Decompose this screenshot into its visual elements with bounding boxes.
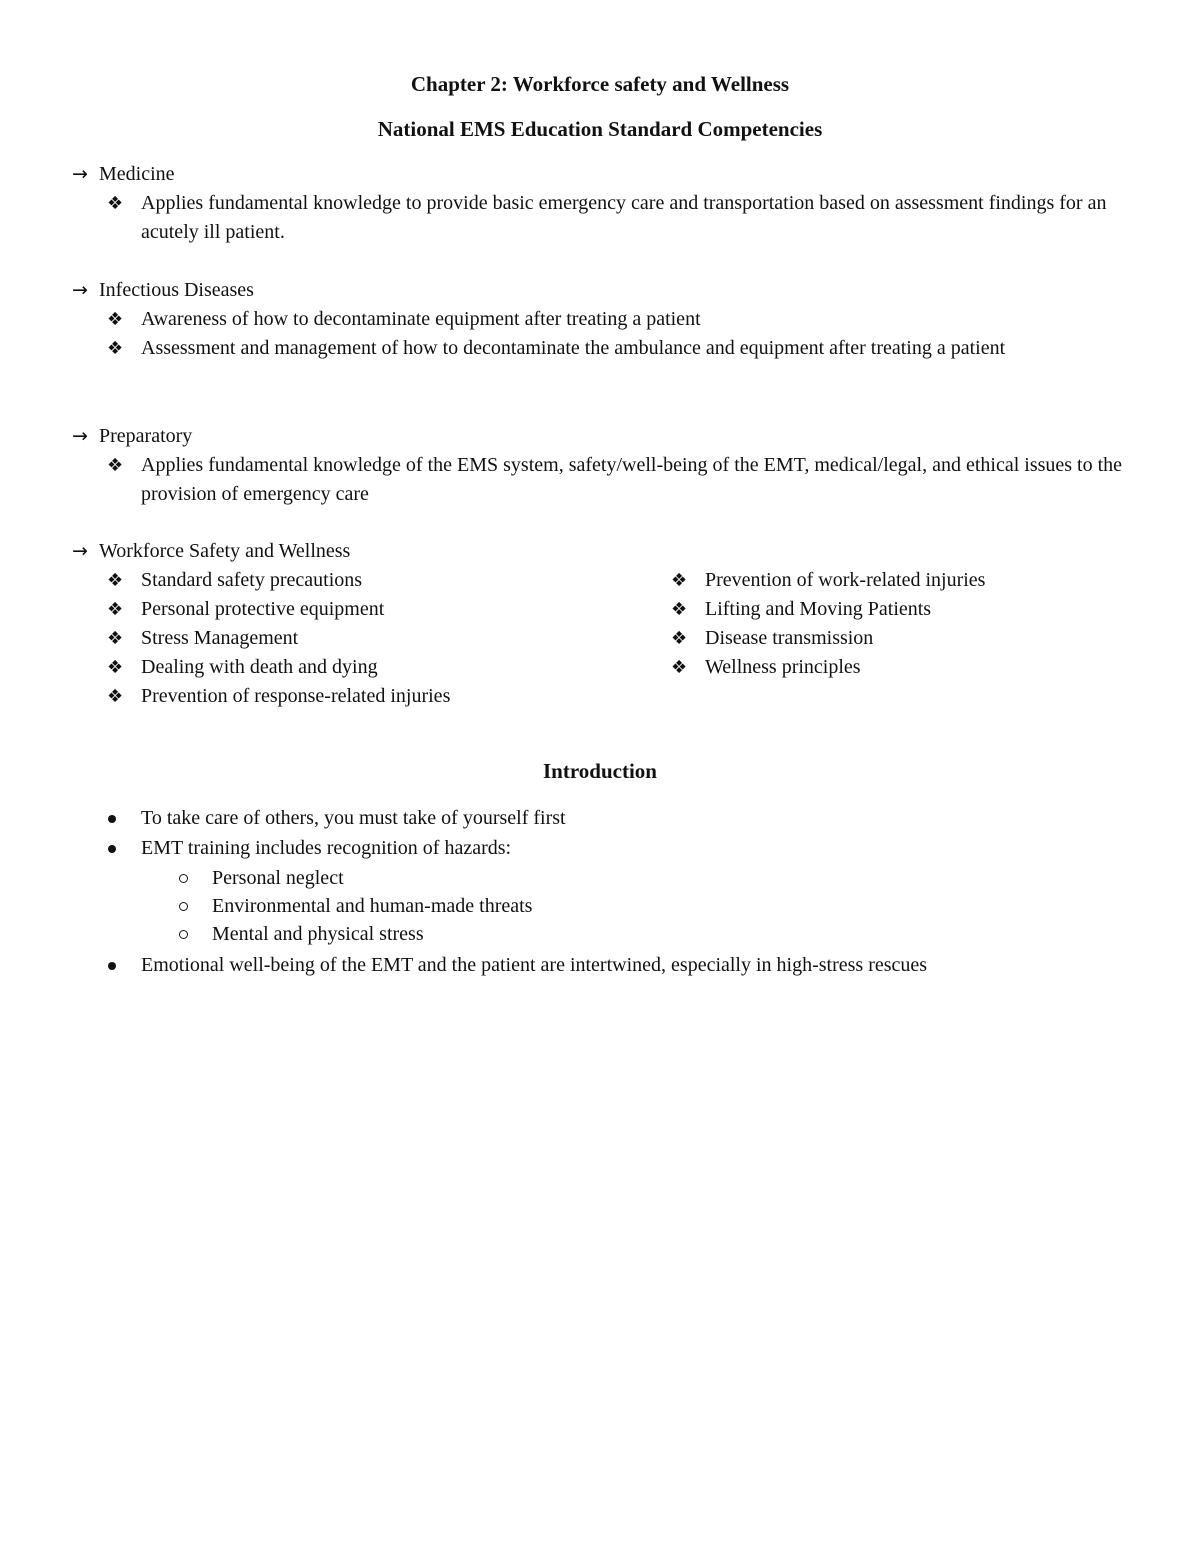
bullet-dot-icon — [108, 962, 116, 970]
four-diamond-bullet-icon: ❖ — [107, 455, 124, 476]
list-item — [72, 624, 636, 653]
section-workforce-safety — [72, 537, 1132, 711]
list-item-text: Disease transmission — [705, 627, 874, 649]
list-item-text: Applies fundamental knowledge to provide basic emergency care and transportation based on assessment findings for an acutely ill patient. — [141, 192, 1107, 243]
list-item-text: Lifting and Moving Patients — [705, 598, 932, 620]
section-heading-label: Workforce Safety and Wellness — [99, 540, 351, 562]
bullet-circle-icon — [179, 902, 188, 911]
sub-list-item-text: Environmental and human-made threats — [212, 895, 533, 917]
list-item — [636, 566, 1116, 595]
four-diamond-bullet-icon: ❖ — [671, 599, 688, 620]
list-item — [636, 624, 1116, 653]
list-item — [636, 653, 1116, 682]
section-heading — [72, 276, 1132, 305]
sub-list-item — [72, 920, 1132, 948]
right-column — [636, 566, 1116, 711]
list-item — [72, 682, 636, 711]
list-item — [72, 653, 636, 682]
list-item — [72, 305, 1132, 334]
chapter-title: Chapter 2: Workforce safety and Wellness — [410, 72, 790, 96]
list-item-text: Awareness of how to decontaminate equipment after treating a patient — [141, 308, 701, 330]
section-heading — [72, 422, 1132, 451]
four-diamond-bullet-icon: ❖ — [671, 628, 688, 649]
sub-list-item-text: Personal neglect — [212, 867, 344, 889]
section-heading-label: Infectious Diseases — [99, 279, 254, 301]
arrow-right-icon: → — [72, 279, 88, 301]
list-item-text: Stress Management — [141, 627, 299, 649]
list-item — [72, 804, 1132, 834]
list-item — [72, 566, 636, 595]
list-item-text: Prevention of work-related injuries — [705, 569, 986, 591]
list-item-text: Prevention of response-related injuries — [141, 685, 451, 707]
list-item-text: Dealing with death and dying — [141, 656, 378, 678]
four-diamond-bullet-icon: ❖ — [107, 628, 124, 649]
list-item-text: Applies fundamental knowledge of the EMS system, safety/well-being of the EMT, medical/legal, and ethical issues to the provision of emergency care — [141, 454, 1123, 505]
introduction-title: Introduction — [543, 759, 657, 783]
four-diamond-bullet-icon: ❖ — [107, 193, 124, 214]
four-diamond-bullet-icon: ❖ — [107, 599, 124, 620]
list-item-text: Emotional well-being of the EMT and the patient are intertwined, especially in high-stress rescues — [141, 954, 928, 976]
list-item — [72, 834, 1132, 864]
competencies-title: National EMS Education Standard Competencies — [377, 117, 823, 141]
list-item — [72, 951, 1132, 981]
list-item — [72, 595, 636, 624]
four-diamond-bullet-icon: ❖ — [671, 657, 688, 678]
section-medicine — [72, 160, 1132, 247]
two-column-list — [72, 566, 1132, 711]
arrow-right-icon: → — [72, 163, 88, 185]
section-heading — [72, 160, 1132, 189]
list-item — [636, 595, 1116, 624]
four-diamond-bullet-icon: ❖ — [671, 570, 688, 591]
sub-list-item — [72, 892, 1132, 920]
arrow-right-icon: → — [72, 540, 88, 562]
four-diamond-bullet-icon: ❖ — [107, 309, 124, 330]
list-item-text: Wellness principles — [705, 656, 861, 678]
bullet-dot-icon — [108, 815, 116, 823]
four-diamond-bullet-icon: ❖ — [107, 686, 124, 707]
list-item-text: To take care of others, you must take of yourself first — [141, 807, 566, 829]
list-item — [72, 334, 1132, 363]
sub-list-item-text: Mental and physical stress — [212, 923, 424, 945]
list-item-text: Standard safety precautions — [141, 569, 363, 591]
four-diamond-bullet-icon: ❖ — [107, 657, 124, 678]
four-diamond-bullet-icon: ❖ — [107, 570, 124, 591]
four-diamond-bullet-icon: ❖ — [107, 338, 124, 359]
sub-list-item — [72, 864, 1132, 892]
left-column — [72, 566, 636, 711]
list-item — [72, 451, 1132, 509]
list-item — [72, 189, 1132, 247]
section-preparatory — [72, 422, 1132, 509]
section-heading-label: Medicine — [99, 163, 175, 185]
introduction-list — [72, 804, 1132, 981]
arrow-right-icon: → — [72, 425, 88, 447]
list-item-text: EMT training includes recognition of hazards: — [141, 837, 512, 859]
bullet-circle-icon — [179, 874, 188, 883]
bullet-circle-icon — [179, 930, 188, 939]
bullet-dot-icon — [108, 845, 116, 853]
section-heading — [72, 537, 1132, 566]
section-heading-label: Preparatory — [99, 425, 193, 447]
list-item-text: Assessment and management of how to decontaminate the ambulance and equipment after treating a patient — [141, 337, 1006, 359]
section-infectious-diseases — [72, 276, 1132, 363]
list-item-text: Personal protective equipment — [141, 598, 385, 620]
